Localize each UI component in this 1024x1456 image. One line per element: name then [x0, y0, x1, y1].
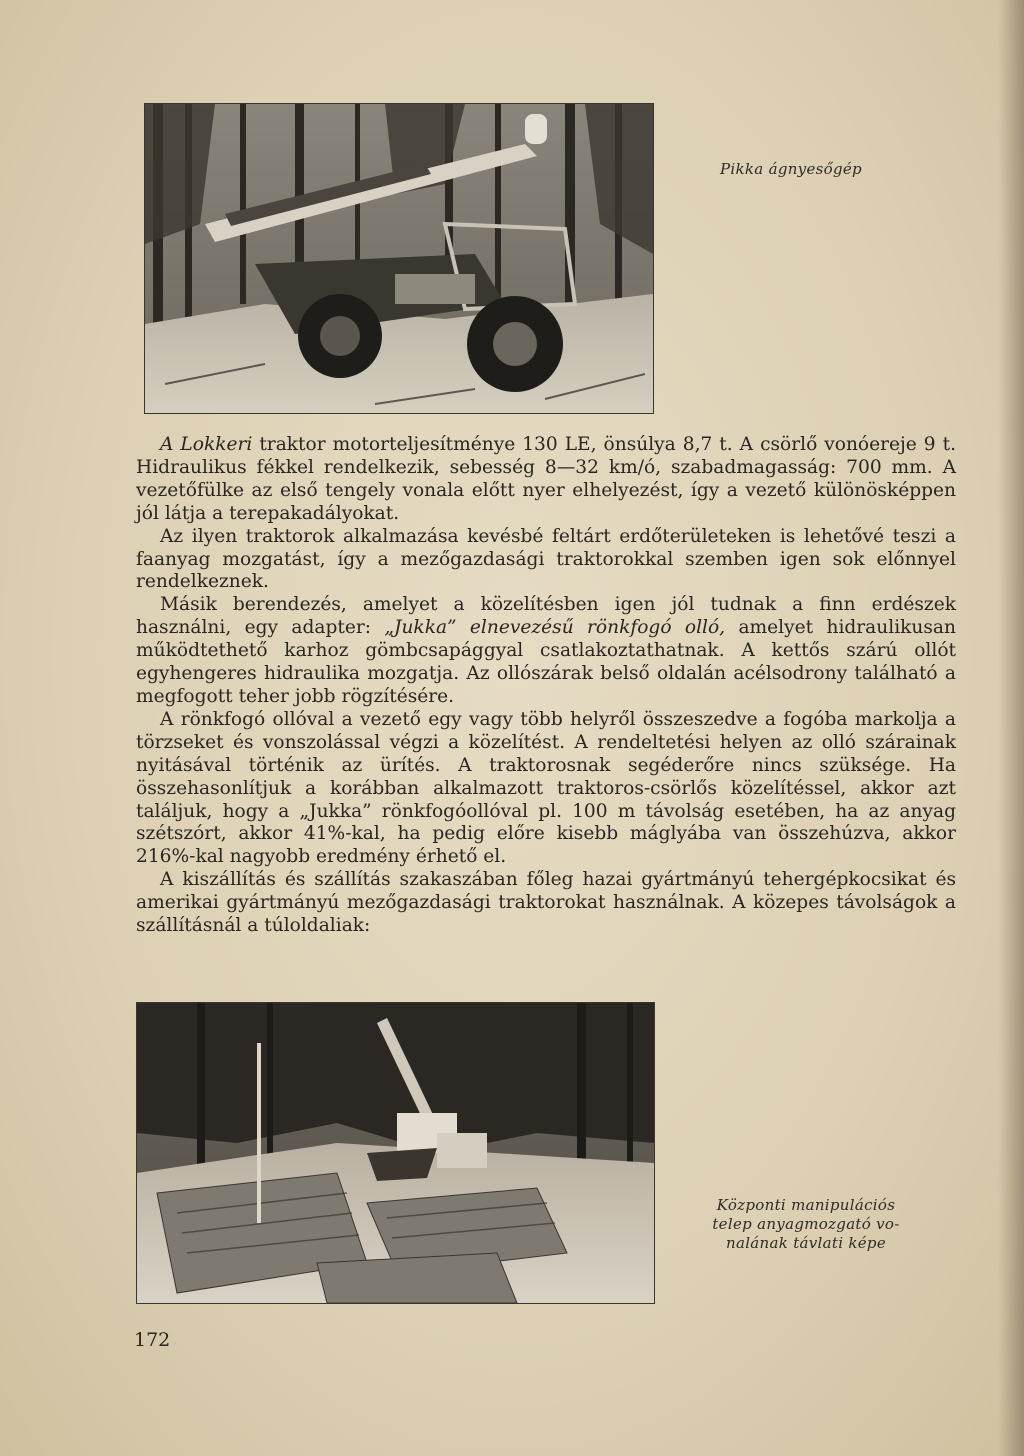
- paragraph-1-italic-lead: A Lokkeri: [160, 434, 253, 455]
- page-number: 172: [134, 1329, 171, 1351]
- photo-log-yard-image: [137, 1003, 654, 1303]
- caption-bottom-line-3: nalának távlati képe: [725, 1234, 887, 1252]
- article-body: [136, 434, 956, 938]
- paragraph-4: A rönkfogó ollóval a vezető egy vagy több helyről összeszedve a fogóba markolja a törzseket és vonszolással végzi a közelítést. A rendeltetési helyen az olló szárainak nyitásával történik az ürítés. A traktorosnak segéderőre nincs szüksége. Ha összehasonlítjuk a korábban alkalmazott traktoros-csörlős közelítéssel, akkor azt találjuk, hogy a „Jukka” rönkfogóollóval pl. 100 m távolság esetében, ha az anyag szétszórt, akkor 41%-kal, ha pedig előre kisebb máglyába van összehúzva, akkor 216%-kal nagyobb eredmény érhető el.: [136, 708, 956, 868]
- page-edge-shadow: [998, 0, 1024, 1456]
- photo-pruning-machine: [144, 103, 654, 414]
- photo-log-yard: [136, 1002, 655, 1304]
- caption-bottom-line-1: Központi manipulációs: [716, 1196, 896, 1214]
- paragraph-5: A kiszállítás és szállítás szakaszában főleg hazai gyártmányú tehergépkocsikat és amerikai gyártmányú mezőgazdasági traktorokat használnak. A közepes távolságok a szállításnál a túloldaliak:: [136, 869, 956, 937]
- paragraph-3-text-before: Másik berendezés, amelyet a közelítésben igen jól tudnak a finn erdészek használni, egy adapter:: [136, 594, 956, 639]
- paragraph-1: [136, 434, 956, 526]
- paragraph-3-text-after: amelyet hidraulikusan működtethető karhoz gömbcsapággyal csatlakoztathatnak. A kettős szárú ollót egyhengeres hidraulika mozgatja. Az ollószárak belső oldalán acélsodrony található a megfogott teher jobb rögzítésére.: [136, 617, 956, 707]
- caption-bottom-photo: [682, 1196, 930, 1253]
- paragraph-2: Az ilyen traktorok alkalmazása kevésbé feltárt erdőterületeken is lehetővé teszi a faanyag mozgatást, így a mezőgazdasági traktorokkal szemben igen sok előnnyel rendelkeznek.: [136, 525, 956, 593]
- caption-bottom-line-2: telep anyagmozgató vo-: [712, 1215, 900, 1233]
- photo-pruning-machine-image: [145, 104, 653, 413]
- paragraph-1-text: traktor motorteljesítménye 130 LE, önsúlya 8,7 t. A csörlő vonóereje 9 t. Hidraulikus fékkel rendelkezik, sebesség 8—32 km/ó, szabadmagasság: 700 mm. A vezetőfülke az első tengely vonala előtt nyer elhelyezést, így a vezető különösképpen jól látja a terepakadályokat.: [136, 434, 956, 524]
- paragraph-3-italic-name: „Jukka” elnevezésű rönkfogó olló,: [384, 617, 726, 639]
- caption-top-photo: Pikka ágnyesőgép: [720, 160, 862, 178]
- paragraph-3: [136, 594, 956, 709]
